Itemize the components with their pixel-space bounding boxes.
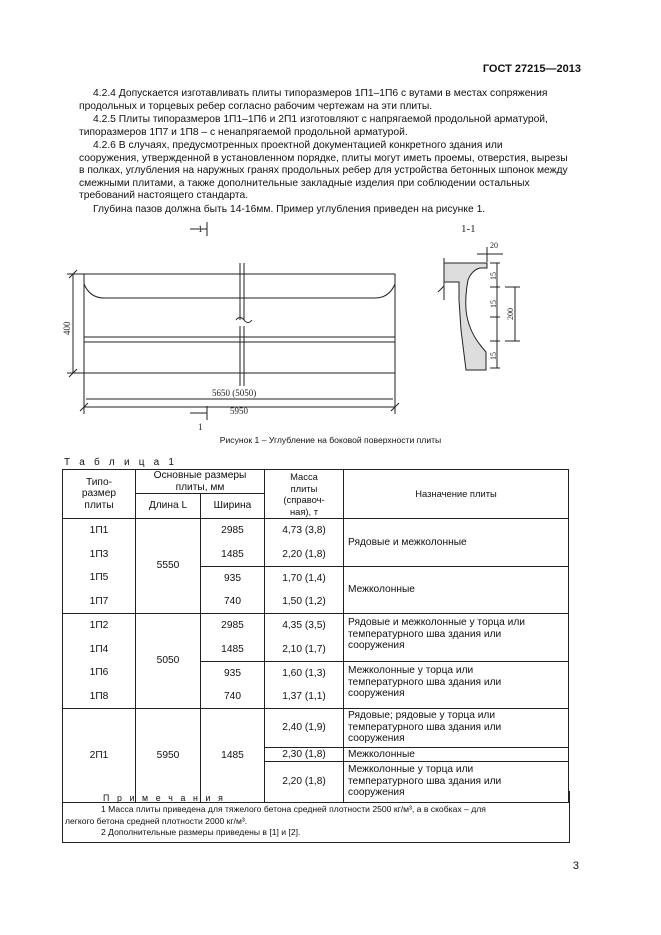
page-number: 3 [572,860,579,872]
dim-15b-label: 15 [489,300,498,308]
notes-heading: П р и м е ч а н и я [103,793,226,803]
document-code: ГОСТ 27215—2013 [482,63,581,75]
height-dim-label: 400 [62,321,72,335]
dim-20-label: 20 [490,241,498,250]
group1-length: 5550 [136,519,201,614]
note-2: 2 Дополнительные размеры приведены в [1] и [2]. [101,827,301,838]
dim-15a-label: 15 [489,272,498,280]
header-mass: Масса плиты (справоч- ная), т [265,470,344,519]
inner-length-dim-label: 5650 (5050) [212,388,257,398]
group1-purposes: Рядовые и межколонные Межколонные [344,519,569,614]
section-profile [444,263,487,370]
figure-plate-drawing [0,0,661,450]
header-main-dims: Основные размеры плиты, мм [136,470,265,494]
group2-purposes: Рядовые и межколонные у торца или температурного шва здания или сооружения Межколонные у торца или температурного шва здания или сооружения [344,614,569,709]
group3-type: 2П1 [63,709,136,803]
table-row-group-1 [63,519,569,614]
group2-length: 5050 [136,614,201,709]
group3-purposes: Рядовые; рядовые у торца или температурного шва здания или сооружения Межколонные Межколонные у торца или температурного шва здания или сооружения [344,709,569,803]
group2-types: 1П2 1П4 1П6 1П8 [63,614,136,709]
plates-table [62,469,569,803]
note-1-line-2: легкого бетона средней плотности 2000 кг/м³. [65,815,248,826]
note-1-line-1: 1 Масса плиты приведена для тяжелого бетона средней плотности 2500 кг/м³, а в скобках – для [101,804,486,815]
group1-widths: 2985 1485 935 740 [201,519,265,614]
paragraph-4-2-5: 4.2.5 Плиты типоразмеров 1П1–1П6 и 2П1 изготовляют с напрягаемой продольной арматурой, типоразмеров 1П7 и 1П8 – с ненапрягаемой продольной арматурой. [79,114,548,138]
paragraph-groove-depth: Глубина пазов должна быть 14-16мм. Пример углубления приведен на рисунке 1. [93,204,486,215]
dim-200-label: 200 [506,308,515,320]
table-row-group-3 [63,709,569,803]
group1-types: 1П1 1П3 1П5 1П7 [63,519,136,614]
section-mark-bottom-label: 1 [198,422,203,432]
group1-masses: 4,73 (3,8) 2,20 (1,8) 1,70 (1,4) 1,50 (1,2) [265,519,344,614]
group3-masses: 2,40 (1,9) 2,30 (1,8) 2,20 (1,8) [265,709,344,803]
dim-15c-label: 15 [489,352,498,360]
section-mark-top-label: 1 [198,224,203,234]
header-width: Ширина [201,494,265,519]
group3-width: 1485 [201,709,265,803]
table-row-group-2 [63,614,569,709]
table-notes [62,791,570,843]
header-purpose: Назначение плиты [344,470,569,519]
group2-widths: 2985 1485 935 740 [201,614,265,709]
total-length-dim-label: 5950 [230,406,248,416]
table-title: Т а б л и ц а 1 [64,457,178,468]
header-length: Длина L [136,494,201,519]
group3-length: 5950 [136,709,201,803]
group2-masses: 4,35 (3,5) 2,10 (1,7) 1,60 (1,3) 1,37 (1,1) [265,614,344,709]
paragraph-4-2-4: 4.2.4 Допускается изготавливать плиты типоразмеров 1П1–1П6 с вутами в местах сопряжения продольных и торцевых ребер согласно рабочим чертежам на эти плиты. [79,88,548,112]
section-label: 1-1 [461,223,476,235]
paragraph-4-2-6: 4.2.6 В случаях, предусмотренных проектной документацией конкретного здания или сооружения, утвержденной в установленном порядке, плиты могут иметь проемы, отверстия, вырезы в полках, углубления на наружных гранях продольных ребер для устройства бетонных шпонок между смежными плитами, а также дополнительные закладные изделия при соблюдении остальных требований настоящего стандарта. [79,140,568,202]
figure-caption: Рисунок 1 – Углубление на боковой поверхности плиты [219,435,442,445]
header-type: Типо- размер плиты [63,470,136,519]
